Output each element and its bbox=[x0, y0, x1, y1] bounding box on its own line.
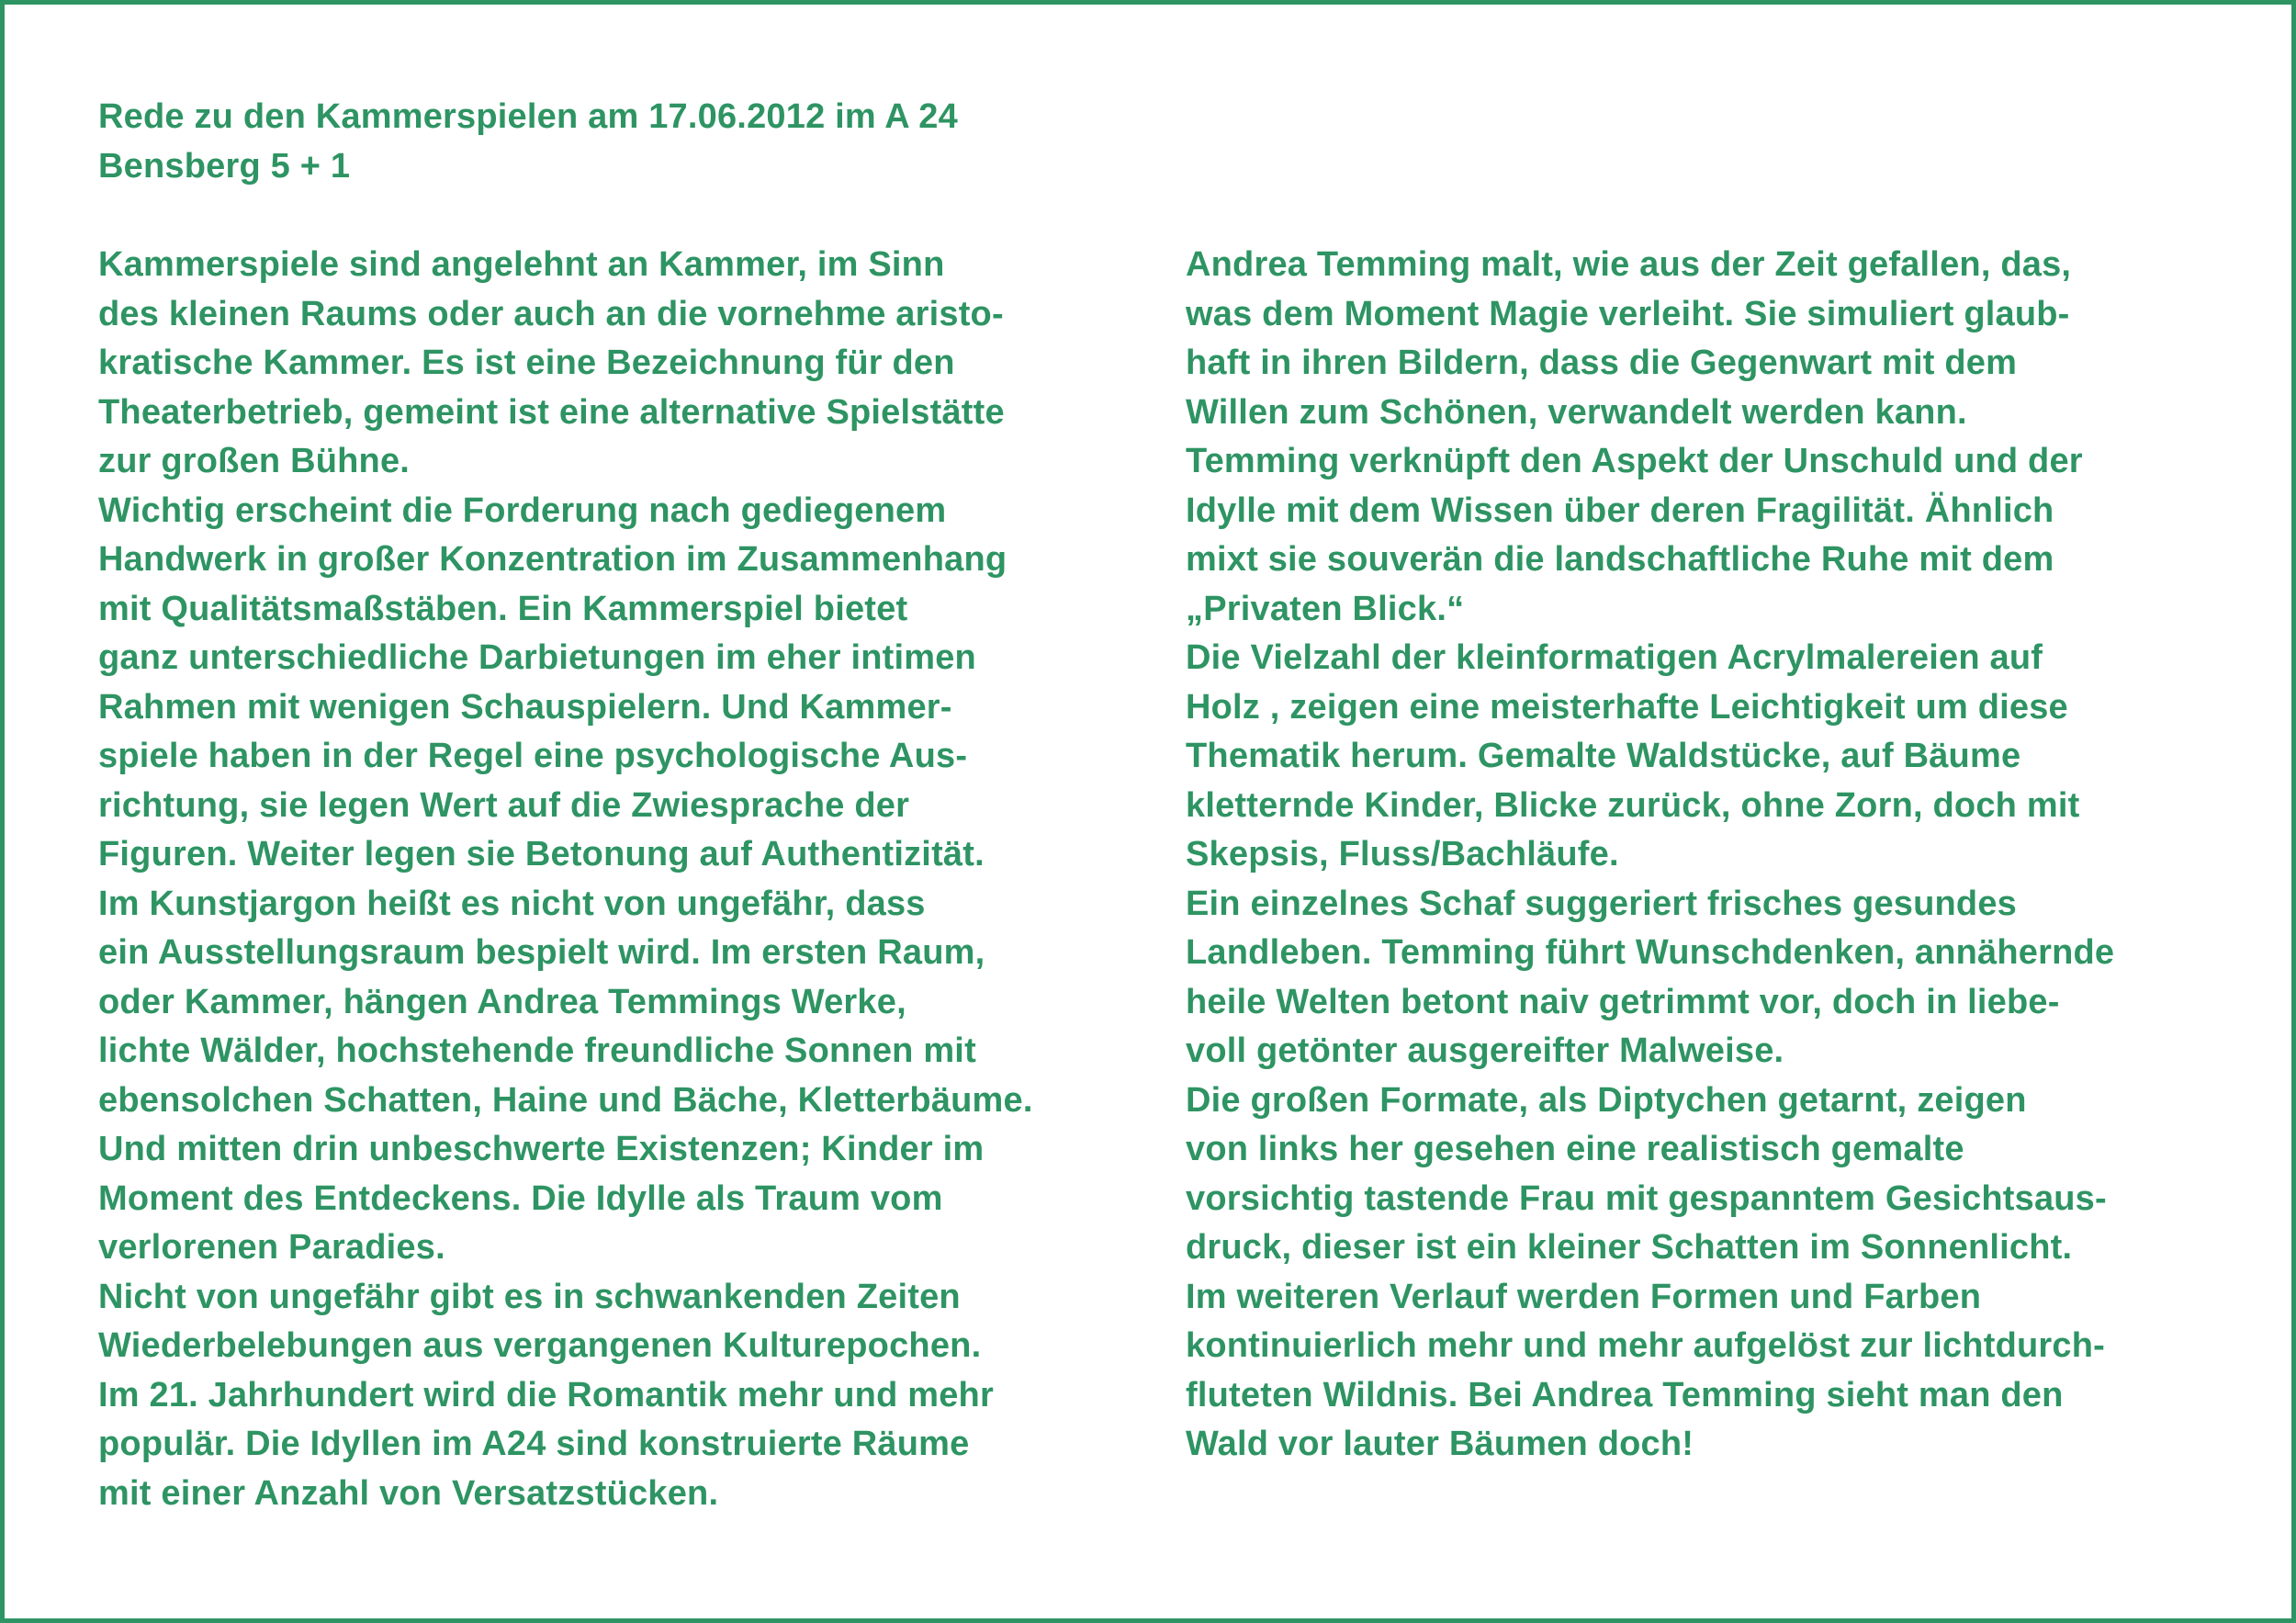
text-line: spiele haben in der Regel eine psychologische Aus- bbox=[98, 737, 968, 775]
text-line: Figuren. Weiter legen sie Betonung auf Authentizität. bbox=[98, 835, 985, 873]
text-line: ein Ausstellungsraum bespielt wird. Im ersten Raum, bbox=[98, 933, 985, 972]
text-line: Handwerk in großer Konzentration im Zusammenhang bbox=[98, 540, 1007, 579]
text-line: Idylle mit dem Wissen über deren Fragilität. Ähnlich bbox=[1186, 490, 2054, 530]
text-line: Temming verknüpft den Aspekt der Unschuld und der bbox=[1186, 442, 2083, 480]
text-line: voll getönter ausgereifter Malweise. bbox=[1186, 1031, 1784, 1070]
text-line: kontinuierlich mehr und mehr aufgelöst zur lichtdurch- bbox=[1186, 1326, 2105, 1365]
text-line: oder Kammer, hängen Andrea Temmings Werke, bbox=[98, 982, 906, 1021]
text-line: Wiederbelebungen aus vergangenen Kulturepochen. bbox=[98, 1326, 982, 1365]
text-line: haft in ihren Bildern, dass die Gegenwart mit dem bbox=[1186, 344, 2018, 382]
text-line: Die Vielzahl der kleinformatigen Acrylmalereien auf bbox=[1186, 638, 2043, 677]
text-line: Thematik herum. Gemalte Waldstücke, auf Bäume bbox=[1186, 737, 2021, 775]
text-line: Moment des Entdeckens. Die Idylle als Traum vom bbox=[98, 1178, 943, 1218]
text-line: vorsichtig tastende Frau mit gespanntem Gesichtsaus- bbox=[1186, 1178, 2107, 1218]
text-line: „Privaten Blick.“ bbox=[1186, 589, 1465, 628]
text-line: mit Qualitätsmaßstäben. Ein Kammerspiel bietet bbox=[98, 589, 908, 628]
text-line: was dem Moment Magie verleiht. Sie simuliert glaub- bbox=[1186, 294, 2070, 333]
text-line: Holz , zeigen eine meisterhafte Leichtigkeit um diese bbox=[1186, 687, 2068, 727]
text-line: ebensolchen Schatten, Haine und Bäche, Kletterbäume. bbox=[98, 1080, 1033, 1120]
text-line: Die großen Formate, als Diptychen getarnt, zeigen bbox=[1186, 1080, 2027, 1120]
text-line: richtung, sie legen Wert auf die Zwiesprache der bbox=[98, 785, 910, 825]
document-heading bbox=[98, 93, 958, 191]
text-line: Ein einzelnes Schaf suggeriert frisches gesundes bbox=[1186, 884, 2018, 923]
text-line: heile Welten betont naiv getrimmt vor, doch in liebe- bbox=[1186, 982, 2060, 1021]
text-line: populär. Die Idyllen im A24 sind konstruierte Räume bbox=[98, 1425, 970, 1463]
text-line: fluteten Wildnis. Bei Andrea Temming sieht man den bbox=[1186, 1375, 2064, 1414]
text-line: kratische Kammer. Es ist eine Bezeichnung für den bbox=[98, 344, 955, 382]
text-line: von links her gesehen eine realistisch gemalte bbox=[1186, 1130, 1964, 1168]
text-line: Im 21. Jahrhundert wird die Romantik mehr und mehr bbox=[98, 1375, 994, 1414]
text-line: Skepsis, Fluss/Bachläufe. bbox=[1186, 835, 1619, 873]
text-line: lichte Wälder, hochstehende freundliche Sonnen mit bbox=[98, 1031, 976, 1070]
left-text-column bbox=[98, 241, 1033, 1518]
text-line: ganz unterschiedliche Darbietungen im eher intimen bbox=[98, 638, 976, 677]
text-line: Und mitten drin unbeschwerte Existenzen; Kinder im bbox=[98, 1130, 985, 1168]
text-line: Kammerspiele sind angelehnt an Kammer, im Sinn bbox=[98, 245, 945, 284]
text-line: kletternde Kinder, Blicke zurück, ohne Zorn, doch mit bbox=[1186, 785, 2080, 825]
text-line: Theaterbetrieb, gemeint ist eine alternative Spielstätte bbox=[98, 392, 1005, 432]
text-line: Rahmen mit wenigen Schauspielern. Und Kammer- bbox=[98, 687, 952, 727]
document-subtitle: Bensberg 5 + 1 bbox=[98, 146, 351, 186]
text-line: Im weiteren Verlauf werden Formen und Farben bbox=[1186, 1277, 1982, 1316]
text-line: mixt sie souverän die landschaftliche Ruhe mit dem bbox=[1186, 540, 2054, 579]
text-line: Andrea Temming malt, wie aus der Zeit gefallen, das, bbox=[1186, 245, 2072, 284]
text-line: zur großen Bühne. bbox=[98, 442, 411, 480]
text-line: Landleben. Temming führt Wunschdenken, annähernde bbox=[1186, 933, 2115, 972]
text-line: Im Kunstjargon heißt es nicht von ungefähr, dass bbox=[98, 884, 926, 923]
text-line: Willen zum Schönen, verwandelt werden kann. bbox=[1186, 392, 1967, 432]
text-line: Wald vor lauter Bäumen doch! bbox=[1186, 1425, 1694, 1463]
text-line: verlorenen Paradies. bbox=[98, 1228, 445, 1267]
text-line: druck, dieser ist ein kleiner Schatten im Sonnenlicht. bbox=[1186, 1228, 2073, 1267]
text-line: Nicht von ungefähr gibt es in schwankenden Zeiten bbox=[98, 1277, 961, 1316]
text-line: mit einer Anzahl von Versatzstücken. bbox=[98, 1473, 719, 1513]
text-line: des kleinen Raums oder auch an die vornehme aristo- bbox=[98, 294, 1004, 333]
document-title: Rede zu den Kammerspielen am 17.06.2012 im A 24 bbox=[98, 97, 958, 136]
text-line: Wichtig erscheint die Forderung nach gediegenem bbox=[98, 490, 947, 530]
right-text-column bbox=[1186, 241, 2114, 1470]
